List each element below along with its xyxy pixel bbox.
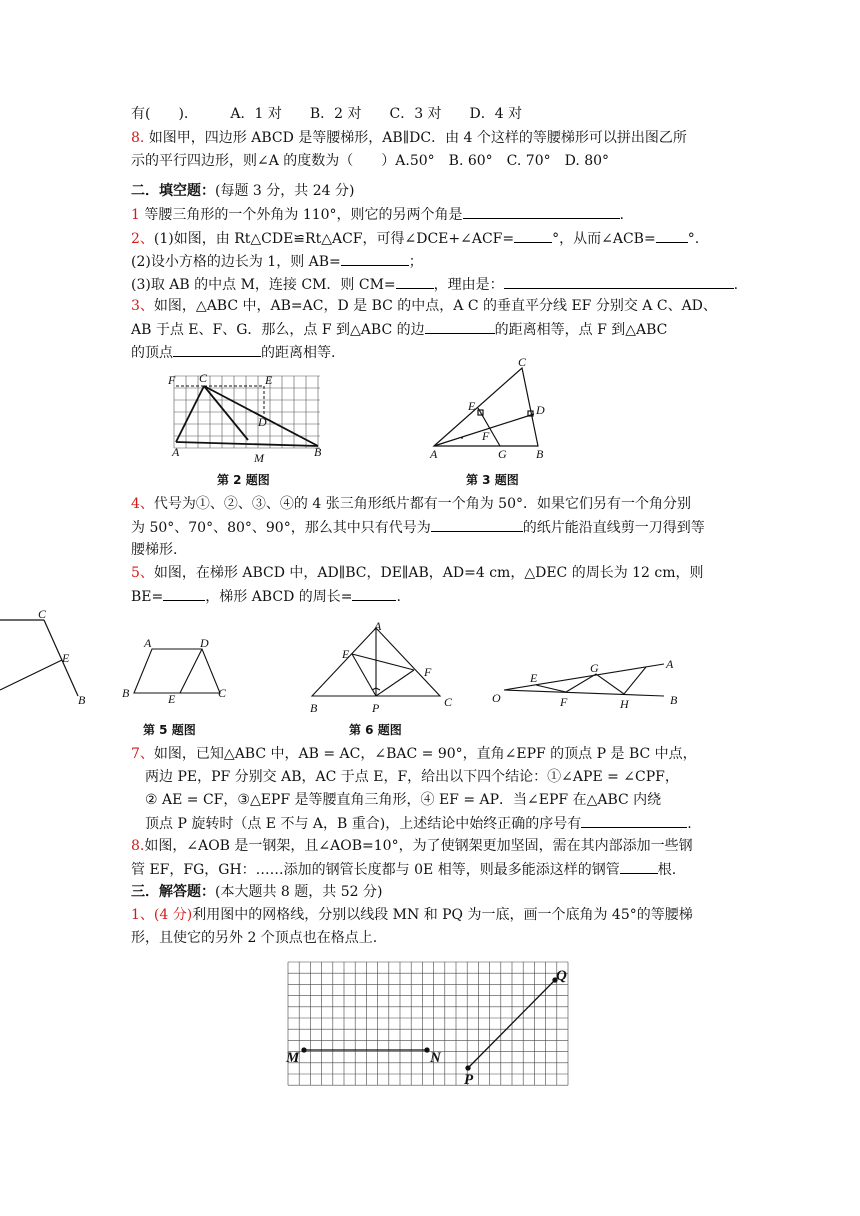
question-number: 7、 (131, 746, 154, 762)
caption-fig2: 第 2 题图 (217, 473, 270, 487)
question-text: . (687, 816, 692, 832)
question-number: 2、 (131, 231, 154, 247)
point-label: F (482, 429, 490, 443)
question-number: 5、 (131, 565, 154, 581)
point-label: A (430, 447, 438, 461)
question-text: 的顶点 (131, 345, 173, 361)
point-label: A (374, 619, 382, 633)
question-text: . (396, 589, 401, 605)
question-text: 如图，△ABC 中，AB=AC，D 是 BC 的中点，A C 的垂直平分线 EF 分别交 A C、AD、 (153, 298, 717, 314)
point-label: E (530, 671, 538, 685)
fill-8-line1 (131, 836, 693, 856)
point-label: P (372, 701, 380, 715)
point-label: P (464, 1072, 474, 1088)
answer-blank[interactable] (163, 586, 205, 601)
question-number: 1 (131, 207, 140, 223)
question-number: 8. (131, 838, 145, 854)
point-label: H (620, 697, 629, 711)
point-label: G (498, 447, 507, 461)
point-label: D (536, 403, 545, 417)
question-text: 等腰三角形的一个外角为 110°，则它的另两个角是 (139, 207, 463, 223)
answer-blank[interactable] (352, 586, 396, 601)
question-text: 管 EF，FG，GH：……添加的钢管长度都与 0E 相等，则最多能添这样的钢管 (131, 862, 620, 878)
question-text: 的距离相等. (261, 345, 336, 361)
question-text: 如图，在梯形 ABCD 中，AD∥BC，DE∥AB，AD=4 cm，△DEC 的周长为 12 cm，则 (153, 565, 704, 581)
solve-1-line2: 形，且使它的另外 2 个顶点也在格点上. (131, 930, 378, 946)
fill-7-line1 (131, 744, 697, 764)
question-text: 的距离相等，点 F 到△ABC (494, 322, 668, 338)
fill-4-line2 (131, 517, 705, 538)
question-text: 如图甲，四边形 ABCD 是等腰梯形，AB∥DC．由 4 个这样的等腰梯形可以拼出图乙所 (144, 130, 687, 146)
ray-oa (504, 664, 664, 690)
point-label: F (168, 373, 176, 387)
question-number: 1、(4 分) (131, 907, 193, 923)
grid-lines (288, 962, 568, 1085)
question-text: 根. (657, 862, 677, 878)
fill-5-line1 (131, 563, 704, 583)
fill-3-line3 (131, 342, 335, 363)
question-text: 为 50°、70°、80°、90°，那么其中只有代号为 (131, 520, 431, 536)
answer-blank[interactable] (620, 859, 658, 874)
point-label: B (314, 445, 322, 459)
fill-7-line4 (145, 813, 692, 834)
point-label: E (342, 647, 350, 661)
answer-blank[interactable] (514, 228, 552, 243)
point-label: G (590, 661, 599, 675)
fill-2-line2 (131, 251, 423, 272)
point-label: C (218, 686, 227, 700)
question-text: 代号为①、②、③、④的 4 张三角形纸片都有一个角为 50°．如果它们另有一个角分别 (153, 496, 691, 512)
question-number: 8. (131, 130, 145, 146)
section-note: (本大题共 8 题，共 52 分) (215, 884, 383, 900)
point-label: D (258, 415, 267, 429)
ray-ob (504, 690, 664, 696)
point-label: A (666, 657, 674, 671)
point-label: C (444, 695, 453, 709)
question-text: 的纸片能沿直线剪一刀得到等 (522, 520, 705, 536)
figure-6 (300, 618, 460, 718)
answer-blank[interactable] (581, 813, 687, 828)
section-note: (每题 3 分，共 24 分) (215, 183, 355, 199)
answer-blank[interactable] (431, 517, 523, 532)
figure-partial-left (0, 608, 95, 708)
point-label: B (122, 686, 130, 700)
figure-3 (420, 358, 560, 466)
answer-blank[interactable] (504, 274, 734, 289)
answer-blank[interactable] (656, 228, 688, 243)
mc7-options: 有( ). A．1 对 B．2 对 C．3 对 D．4 对 (131, 106, 523, 122)
point-label: F (424, 665, 432, 679)
section-3-heading (131, 882, 382, 902)
triangle-abc (176, 386, 318, 446)
solve-1-line1 (131, 905, 693, 925)
grid-lines (174, 376, 320, 448)
point-label: M (286, 1050, 300, 1066)
mc8-line1 (131, 128, 687, 148)
caption-fig6: 第 6 题图 (349, 723, 402, 737)
answer-blank[interactable] (396, 274, 434, 289)
fill-5-line2 (131, 586, 401, 607)
point-label: B (310, 701, 318, 715)
question-number: 3、 (131, 298, 154, 314)
point-label: O (492, 691, 501, 705)
mc8-line2: 示的平行四边形，则∠A 的度数为（ ）A.50° B. 60° C. 70° D. 80° (131, 153, 610, 169)
question-text: 如图，∠AOB 是一钢架，且∠AOB=10°，为了使钢架更加坚固，需在其内部添加一些钢 (144, 838, 693, 854)
fill-7-line3: ② AE = CF，③△EPF 是等腰直角三角形，④ EF = AP．当∠EPF 在△ABC 内绕 (145, 792, 662, 808)
question-text: (3)取 AB 的中点 M，连接 CM．则 CM= (131, 277, 396, 293)
point-label: B (78, 693, 86, 707)
fill-7-line2: 两边 PE，PF 分别交 AB，AC 于点 E，F，给出以下四个结论：①∠APE = ∠CPF， (145, 769, 679, 785)
point-label: C (38, 608, 47, 621)
figure-grid-mn-pq[interactable] (280, 958, 578, 1090)
question-number: 4、 (131, 496, 154, 512)
answer-blank[interactable] (341, 251, 409, 266)
point-label: F (560, 695, 568, 709)
point-label: A (144, 636, 152, 650)
question-text: (2)设小方格的边长为 1，则 AB= (131, 254, 341, 270)
fill-3-line1 (131, 296, 717, 316)
figure-5 (118, 635, 233, 705)
fill-4-line1 (131, 494, 691, 514)
fill-3-line2 (131, 319, 667, 340)
question-text: ，理由是： (433, 277, 504, 293)
segment-pq (468, 980, 555, 1068)
point-label: E (62, 651, 70, 665)
fill-8-line2 (131, 859, 676, 880)
point-label: B (536, 447, 544, 461)
section-2-heading (131, 181, 354, 201)
answer-blank[interactable] (425, 319, 495, 334)
question-text: ，梯形 ABCD 的周长= (205, 589, 353, 605)
segment-de (180, 649, 202, 693)
point-label: E (265, 373, 273, 387)
fill-2-line3 (131, 274, 738, 295)
point-label: C (199, 371, 208, 385)
point-label: D (200, 636, 209, 650)
question-text: 利用图中的网格线，分别以线段 MN 和 PQ 为一底，画一个底角为 45°的等腰梯 (192, 907, 693, 923)
question-text: . (733, 277, 739, 293)
point-label: E (468, 399, 476, 413)
point-label: M (254, 451, 264, 465)
question-text: °. (687, 231, 700, 247)
point-label: Q (556, 968, 567, 984)
punct: . (619, 207, 624, 223)
point-label: C (518, 358, 527, 369)
figure-2 (168, 370, 328, 466)
question-text: AB 于点 E、F、G．那么，点 F 到△ABC 的边 (131, 322, 425, 338)
question-text: BE= (131, 589, 164, 605)
question-text: 顶点 P 旋转时（点 E 不与 A，B 重合)，上述结论中始终正确的序号有 (145, 816, 582, 832)
caption-fig3: 第 3 题图 (466, 473, 519, 487)
figure-8 (488, 654, 688, 712)
trapezoid-abcd (134, 649, 220, 693)
question-text: °，从而∠ACB= (552, 231, 656, 247)
question-text: ； (408, 254, 423, 270)
fill-2-line1 (131, 228, 699, 249)
point-label: A (172, 445, 180, 459)
question-text: (1)如图，由 Rt△CDE≌Rt△ACF，可得∠DCE+∠ACF= (153, 231, 515, 247)
fill-1 (131, 204, 624, 225)
point-label: E (168, 692, 176, 705)
question-text: 如图，已知△ABC 中，AB = AC，∠BAC = 90°，直角∠EPF 的顶点 P 是 BC 中点， (153, 746, 697, 762)
section-title: 二．填空题： (131, 183, 215, 199)
fill-4-line3: 腰梯形. (131, 542, 178, 558)
answer-blank[interactable] (173, 342, 261, 357)
section-title: 三．解答题： (131, 884, 215, 900)
answer-blank[interactable] (463, 204, 620, 219)
point-label: N (430, 1050, 441, 1066)
point-label: B (670, 693, 678, 707)
caption-fig5: 第 5 题图 (143, 723, 196, 737)
